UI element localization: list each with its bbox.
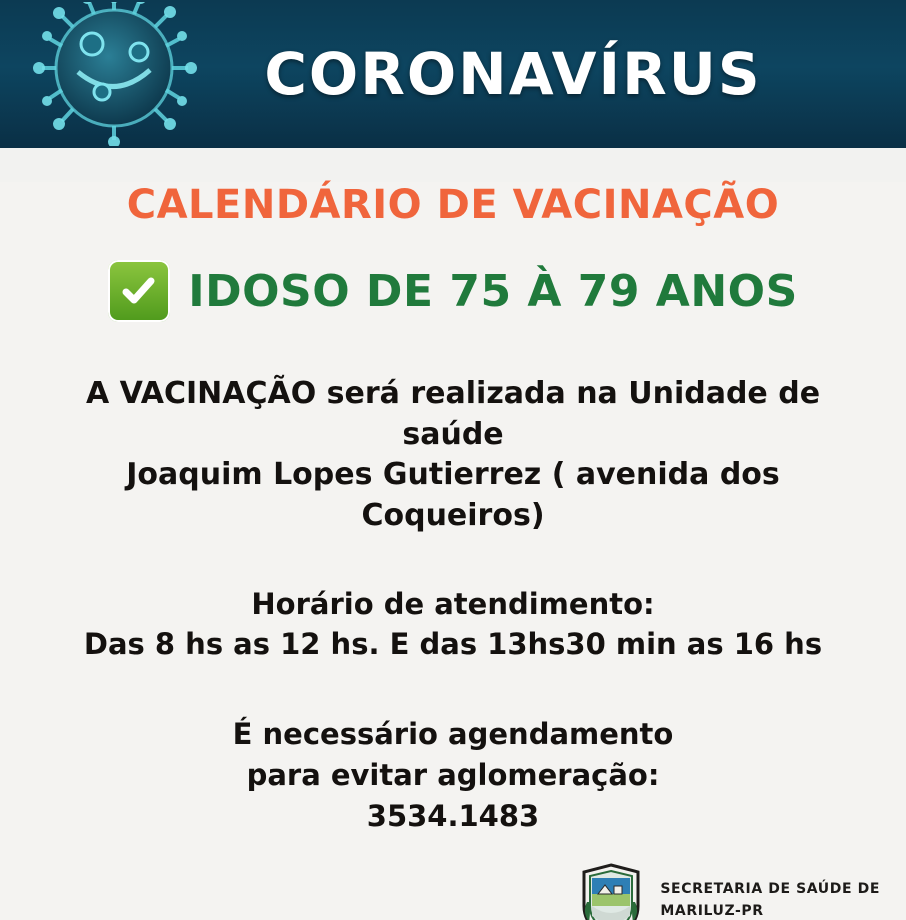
poster-subtitle: CALENDÁRIO DE VACINAÇÃO	[126, 182, 780, 228]
hours-heading: Horário de atendimento:	[251, 587, 655, 621]
municipal-coat-of-arms-icon	[578, 862, 644, 920]
target-group-row	[28, 260, 878, 322]
scheduling-line-1: É necessário agendamento	[232, 717, 674, 752]
location-line-2: Joaquim Lopes Gutierrez ( avenida dos Coqueiros)	[126, 457, 780, 533]
green-check-mark-icon	[108, 260, 170, 322]
poster-title: CORONAVÍRUS	[264, 40, 762, 108]
hours-detail: Das 8 hs as 12 hs. E das 13hs30 min as 16 hs	[83, 627, 823, 662]
location-line-1: A VACINAÇÃO será realizada na Unidade de saúde	[85, 376, 821, 452]
target-group-label: IDOSO DE 75 À 79 ANOS	[188, 265, 798, 317]
poster-header	[0, 0, 906, 148]
footer-text	[660, 879, 880, 920]
footer-signature	[578, 862, 880, 920]
scheduling-text	[28, 714, 878, 838]
poster-body	[0, 182, 906, 920]
scheduling-line-2: para evitar aglomeração:	[246, 758, 660, 793]
scheduling-phone-number: 3534.1483	[366, 799, 540, 834]
footer-line-2: MARILUZ-PR	[660, 903, 764, 919]
hours-text	[28, 584, 878, 664]
footer-line-1: SECRETARIA DE SAÚDE DE	[660, 881, 880, 898]
location-text	[28, 374, 878, 536]
